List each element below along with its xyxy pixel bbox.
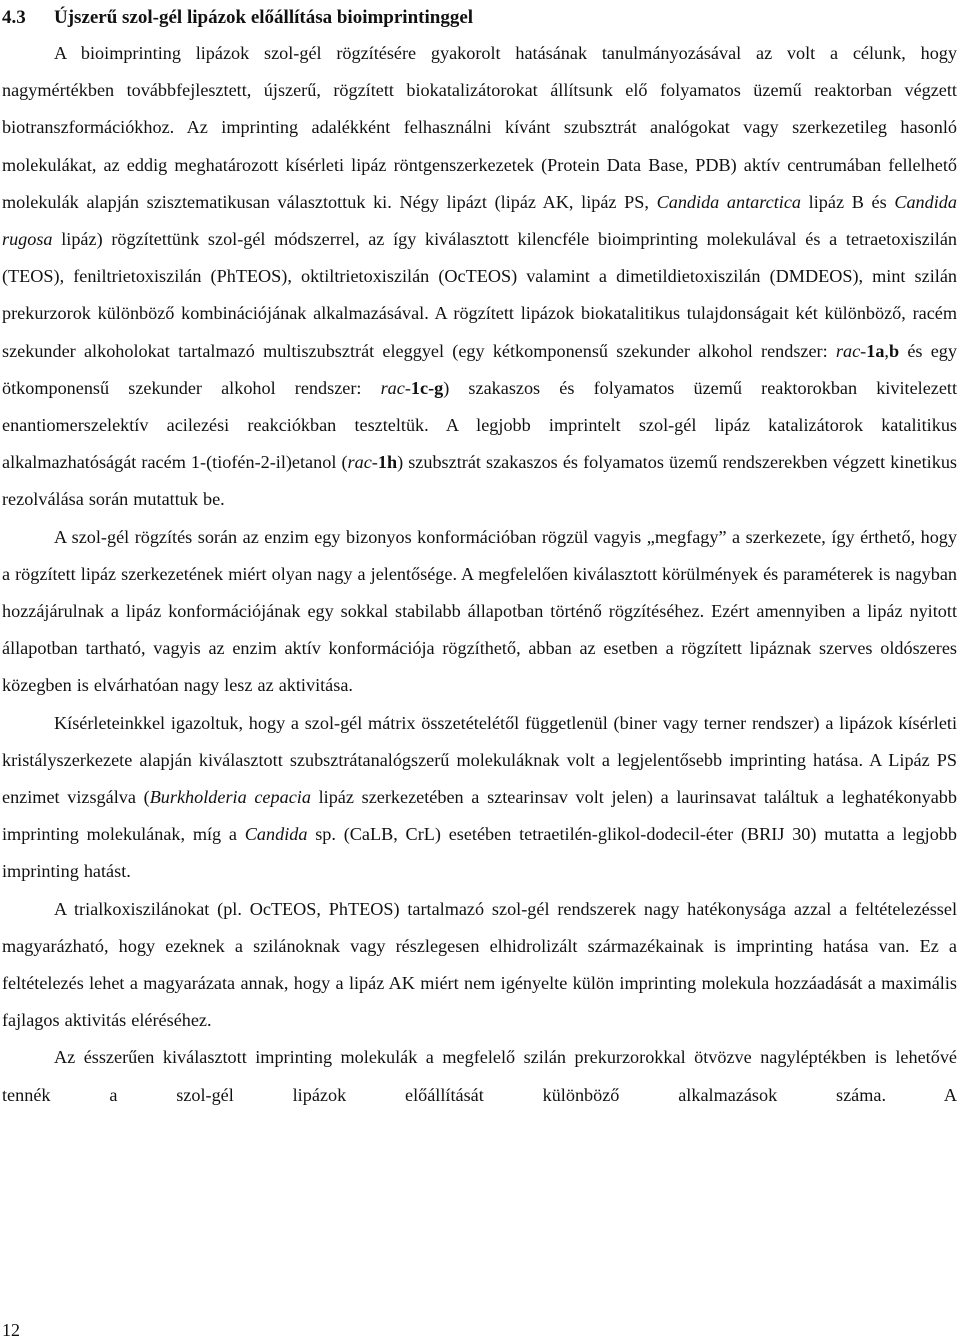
section-title: Újszerű szol-gél lipázok előállítása bioimprintinggel [54, 7, 474, 28]
section-heading [2, 0, 957, 32]
section-number: 4.3 [2, 7, 26, 28]
paragraph-1-text: - [404, 377, 411, 398]
paragraph-5: Az ésszerűen kiválasztott imprinting molekulák a megfelelő szilán prekurzorokkal ötvözve nagyléptékben is lehetővé tennék a szol-gél lipázok előállítását különböző alkalmazások száma. A [2, 1047, 957, 1105]
paragraph-1-text: A bioimprinting lipázok szol-gél rögzítésére gyakorolt hatásának tanulmányozásával az volt a célunk, hogy nagymértékben továbbfejlesztett, újszerű, rögzített biokatalizátorokat állítsunk elő folyamatos üzemű reaktorban végzett biotranszformációkhoz. Az imprinting adalékként felhasználni kívánt szubsztrát analógokat vagy szerkezetileg hasonló molekulákat, az eddig meghatározott kísérleti lipáz röntgenszerkezetek (Protein Data Base, PDB) aktív centrumában fellelhető molekulák alapján szisztematikusan választottuk ki. Négy lipázt (lipáz AK, lipáz PS, [2, 43, 957, 212]
compound-label-bold: 1c-g [410, 377, 444, 398]
document-page [2, 0, 957, 1114]
rac-prefix-italic: rac [347, 452, 372, 473]
paragraph-1 [2, 35, 957, 519]
paragraph-4: A trialkoxiszilánokat (pl. OcTEOS, PhTEOS) tartalmazó szol-gél rendszerek nagy hatékonysága azzal a feltételezéssel magyarázható, hogy ezeknek a szilánoknak vagy részlegesen elhidrolizált származékainak is imprinting hatása van. Ez a feltételezés lehet a magyarázata annak, hogy a lipáz AK miért nem igényelte külön imprinting molekula hozzáadását a maximális fajlagos aktivitás eléréséhez. [2, 898, 957, 1031]
compound-label-bold: 1h [377, 452, 398, 473]
compound-label-bold: b [888, 340, 900, 361]
paragraph-1-text: , [884, 340, 889, 361]
species-name-italic: Candida [244, 824, 308, 845]
paragraph-1-text: és egy ötkomponensű szekunder alkohol rendszer: [2, 340, 957, 398]
page-number: 12 [2, 1320, 20, 1340]
paragraph-1-text: ) szubsztrát szakaszos és folyamatos üzemű rendszerekben végzett kinetikus rezolválása során mutattuk be. [2, 452, 957, 510]
rac-prefix-italic: rac [835, 340, 861, 361]
compound-label-bold: 1a [866, 340, 885, 361]
paragraph-3-text: sp. (CaLB, CrL) esetében tetraetilén-glikol-dodecil-éter (BRIJ 30) mutatta a legjobb imprinting hatást. [2, 824, 957, 882]
paragraph-3-text: lipáz szerkezetében a sztearinsav volt jelen) a laurinsavat találtuk a leghatékonyabb imprinting molekulának, míg a [2, 787, 957, 845]
paragraph-1-text: lipáz B és [801, 191, 895, 212]
paragraph-3 [2, 705, 957, 891]
paragraph-3-text: Kísérleteinkkel igazoltuk, hogy a szol-gél mátrix összetételétől függetlenül (biner vagy terner rendszer) a lipázok kísérleti kristályszerkezete alapján kiválasztott szubsztrátanalógszerű molekuláknak volt a legjelentősebb imprinting hatása. A Lipáz PS enzimet vizsgálva ( [2, 712, 957, 808]
paragraph-1-text: - [860, 340, 867, 361]
paragraph-1-text: - [371, 452, 378, 473]
paragraph-2: A szol-gél rögzítés során az enzim egy bizonyos konformációban rögzül vagyis „megfagy” a szerkezete, így érthető, hogy a rögzített lipáz szerkezetének miért olyan nagy a jelentősége. A megfelelően kiválasztott körülmények és paraméterek is nagyban hozzájárulnak a lipáz konformációjának egy sokkal stabilabb állapotban történő rögzítéséhez. Ezért amennyiben a lipáz nyitott állapotban tartható, vagyis az enzim aktív konformációja rögzíthető, abban az esetben a rögzített lipáznak szerves oldószeres közegben is elvárhatóan nagy lesz az aktivitása. [2, 526, 957, 696]
paragraph-1-text: ) szakaszos és folyamatos üzemű reaktorokban kivitelezett enantiomerszelektív acilezési reakciókban teszteltük. A legjobb imprintelt szol-gél lipáz katalizátorok katalitikus alkalmazhatóságát racém 1-(tiofén-2-il)etanol ( [2, 377, 958, 473]
paragraph-1-text: lipáz) rögzítettünk szol-gél módszerrel, az így kiválasztott kilencféle bioimprinting molekulával és a tetraetoxiszilán (TEOS), feniltrietoxiszilán (PhTEOS), oktiltrietoxiszilán (OcTEOS) valamint a dimetildietoxiszilán (DMDEOS), mint szilán prekurzorok különböző kombinációjának alkalmazásával. A rögzített lipázok biokatalitikus tulajdonságait két különböző, racém szekunder alkoholokat tartalmazó multiszubsztrát eleggyel (egy kétkomponensű szekunder alkohol rendszer: [2, 229, 957, 361]
species-name-italic: Burkholderia cepacia [149, 787, 311, 808]
species-name-italic: Candida antarctica [656, 191, 802, 212]
rac-prefix-italic: rac [380, 377, 405, 398]
species-name-italic: Candida rugosa [2, 191, 957, 250]
